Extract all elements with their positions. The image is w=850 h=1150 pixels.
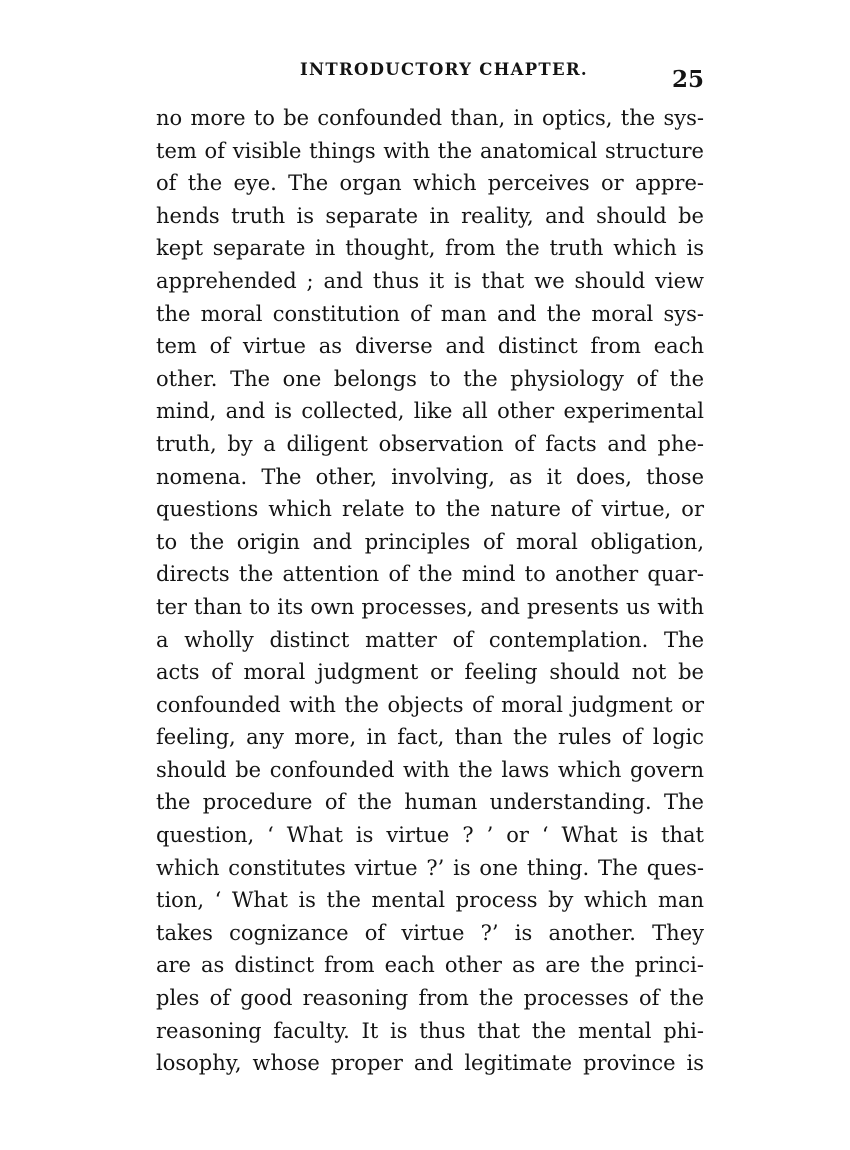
- text-line: directs the attention of the mind to another quar-: [156, 562, 704, 587]
- text-line: kept separate in thought, from the truth which is: [156, 236, 704, 261]
- text-line: feeling, any more, in fact, than the rules of logic: [156, 725, 704, 750]
- text-line: are as distinct from each other as are the princi-: [156, 953, 704, 978]
- text-line: confounded with the objects of moral judgment or: [156, 692, 704, 717]
- text-line: tem of virtue as diverse and distinct from each: [156, 334, 704, 359]
- running-head: INTRODUCTORY CHAPTER.: [300, 60, 588, 79]
- text-line: other. The one belongs to the physiology of the: [156, 366, 704, 391]
- text-line: question, ‘ What is virtue ? ’ or ‘ What is that: [156, 823, 704, 848]
- text-line: the moral constitution of man and the moral sys-: [156, 301, 704, 326]
- text-line: takes cognizance of virtue ?’ is another. They: [156, 920, 704, 945]
- text-line: questions which relate to the nature of virtue, or: [156, 497, 704, 522]
- text-line: the procedure of the human understanding. The: [156, 790, 704, 815]
- text-line: losophy, whose proper and legitimate province is: [156, 1051, 704, 1076]
- body-text: [156, 102, 704, 1080]
- text-line: ter than to its own processes, and presents us with: [156, 594, 704, 619]
- text-line: hends truth is separate in reality, and should be: [156, 203, 704, 228]
- text-line: tion, ‘ What is the mental process by which man: [156, 888, 704, 913]
- text-line: tem of visible things with the anatomical structure: [156, 138, 704, 163]
- text-line: truth, by a diligent observation of facts and phe-: [156, 431, 704, 456]
- text-line: acts of moral judgment or feeling should not be: [156, 660, 704, 685]
- page-number: 25: [672, 66, 705, 93]
- text-line: reasoning faculty. It is thus that the mental phi-: [156, 1018, 704, 1043]
- text-line: a wholly distinct matter of contemplation. The: [156, 627, 704, 652]
- text-line: to the origin and principles of moral obligation,: [156, 529, 704, 554]
- text-line: nomena. The other, involving, as it does, those: [156, 464, 704, 489]
- text-line: should be confounded with the laws which govern: [156, 757, 704, 782]
- text-line: no more to be confounded than, in optics, the sys-: [156, 106, 704, 130]
- text-line: of the eye. The organ which perceives or appre-: [156, 171, 704, 196]
- text-line: apprehended ; and thus it is that we should view: [156, 268, 704, 293]
- text-line: mind, and is collected, like all other experimental: [156, 399, 704, 424]
- text-line: which constitutes virtue ?’ is one thing. The ques-: [156, 855, 704, 880]
- text-line: ples of good reasoning from the processes of the: [156, 986, 704, 1011]
